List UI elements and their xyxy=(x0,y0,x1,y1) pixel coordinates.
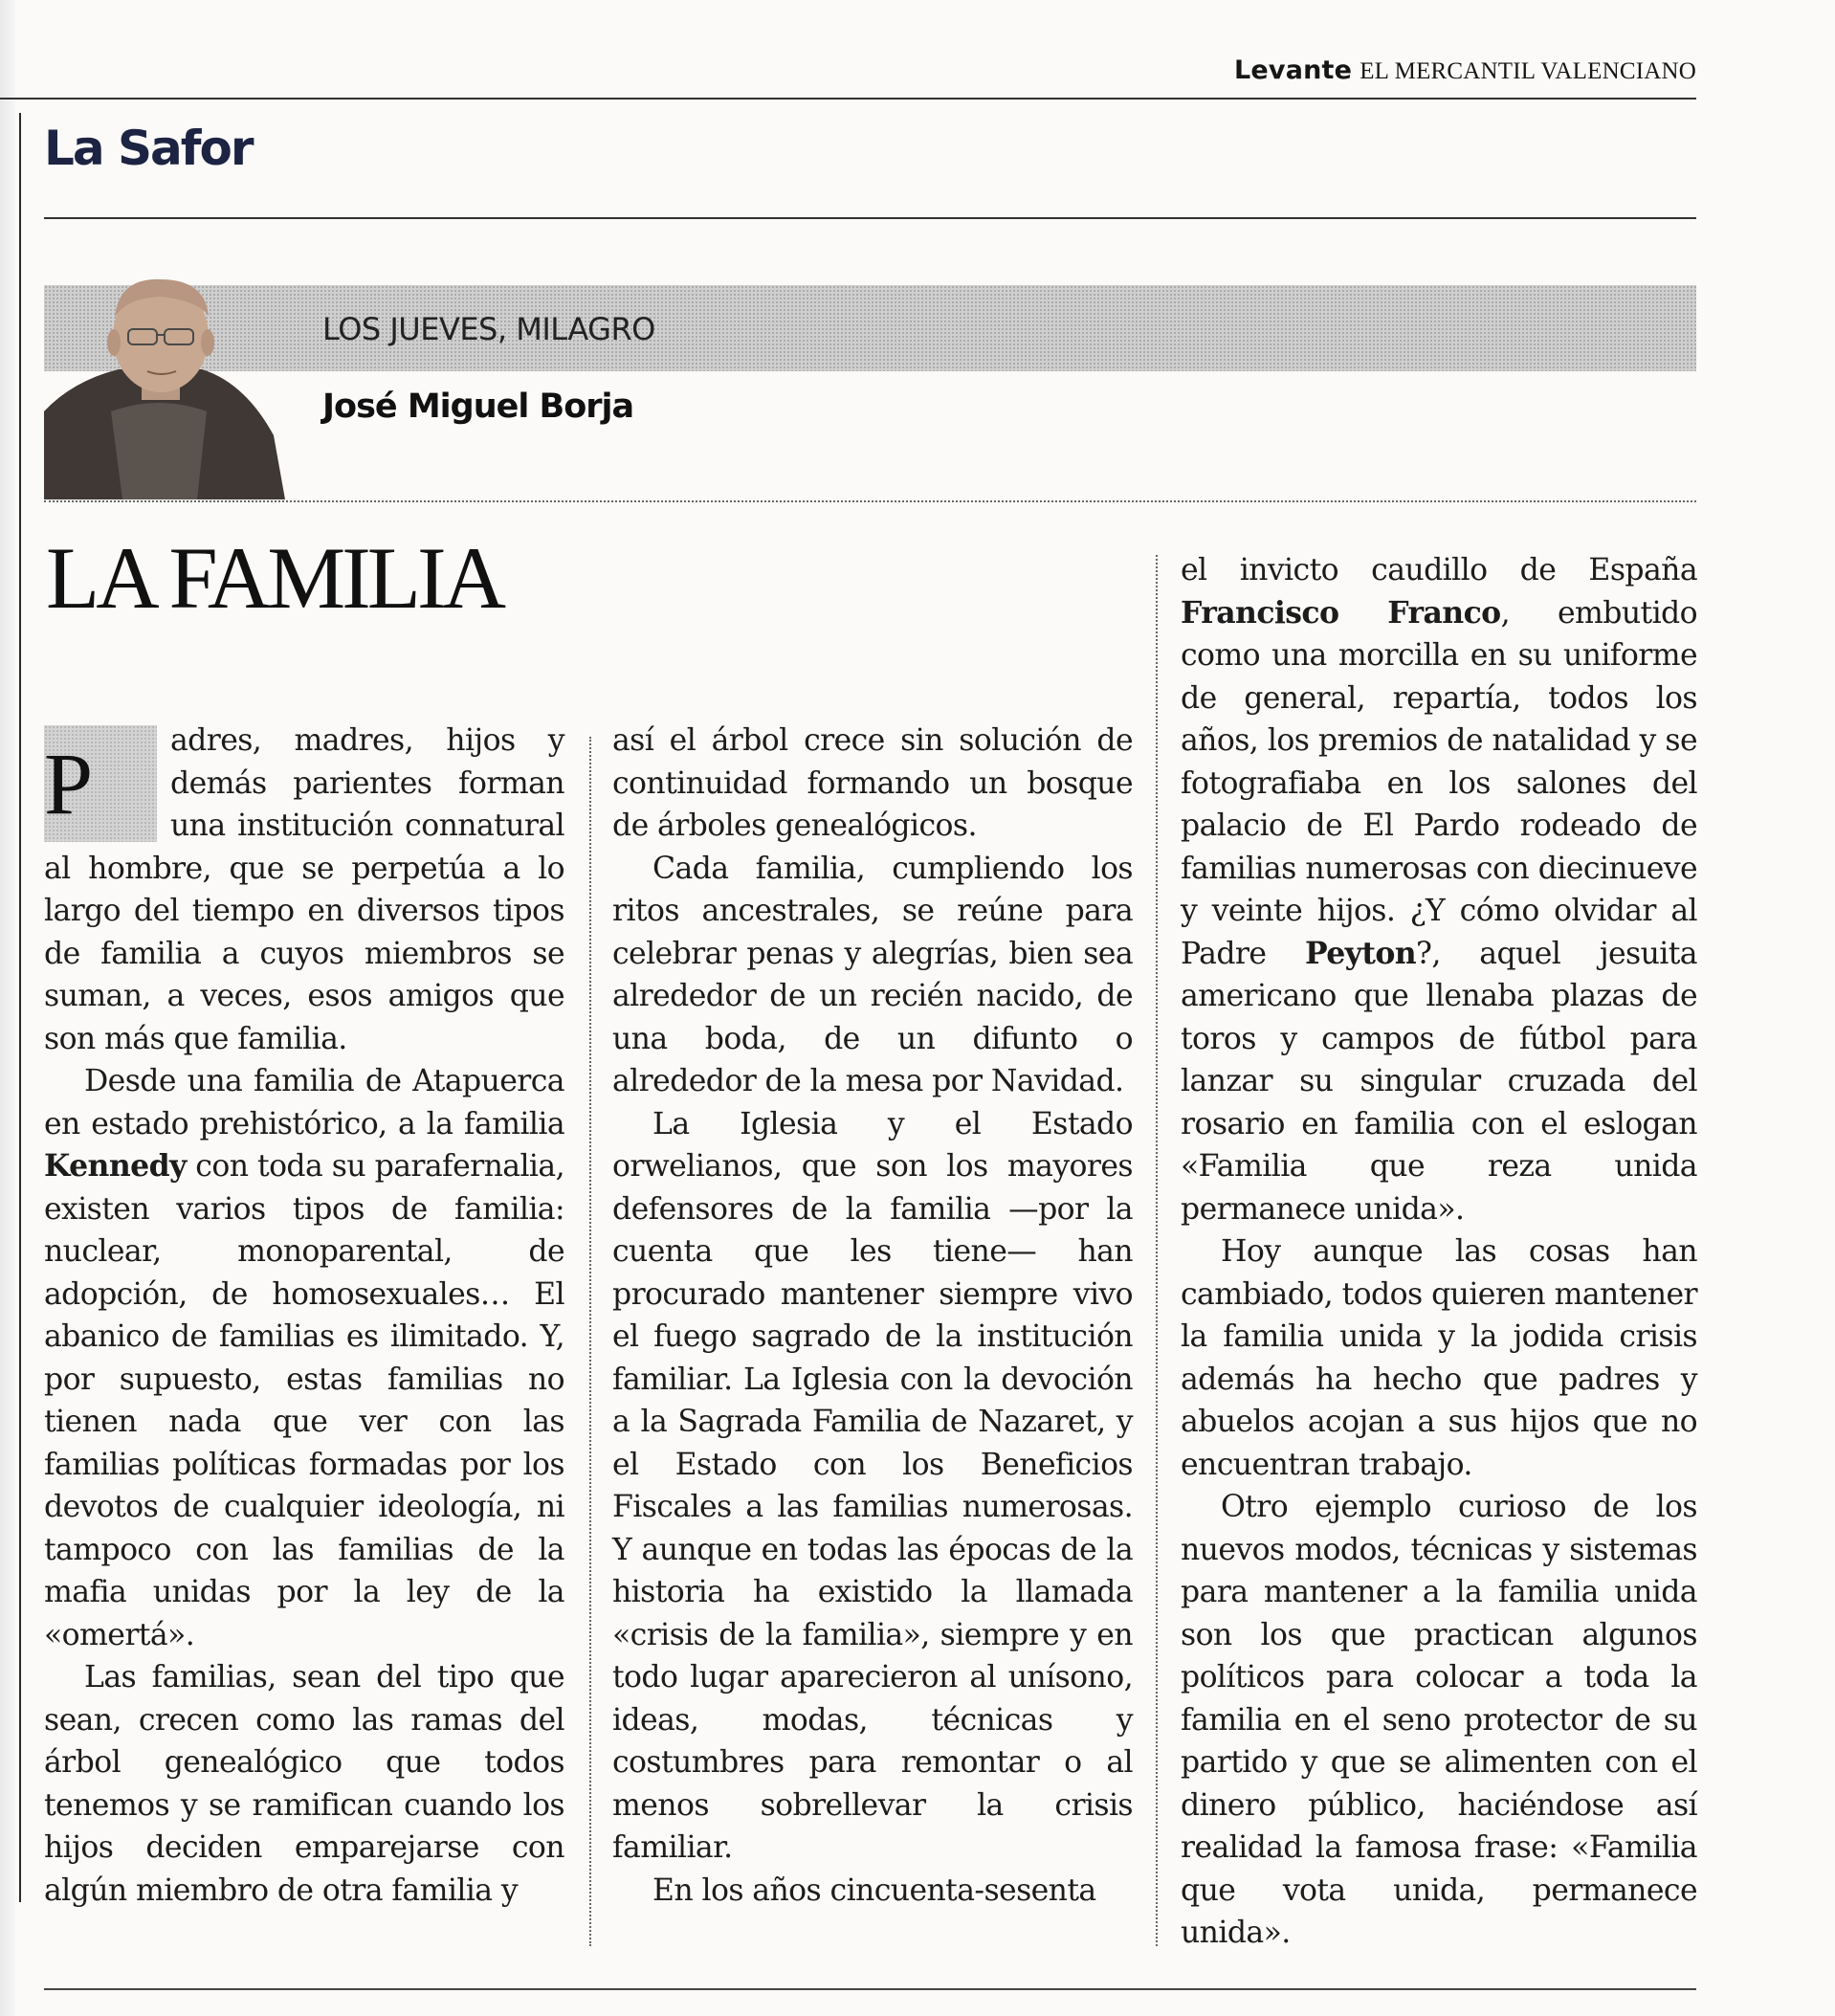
paragraph: En los años cincuenta-sesenta xyxy=(652,1872,1096,1908)
masthead-brand: Levante xyxy=(1234,55,1353,85)
paragraph xyxy=(44,720,564,1060)
masthead xyxy=(1234,55,1696,85)
header-dotted-rule xyxy=(44,500,1696,502)
paragraph xyxy=(44,1060,564,1656)
paragraph: Cada familia, cumpliendo los ritos ancestrales, se reúne para celebrar penas y alegrías, bien sea alrededor de un recién nacido, de una boda, de un difunto o alrededor de la mesa por Navidad. xyxy=(612,851,1133,1098)
paragraph: La Iglesia y el Estado orwelianos, que son los mayores defensores de la familia —por la cuenta que les tiene— han procurado mantener siempre vivo el fuego sagrado de la institución familiar. La Iglesia con la devoción a la Sagrada Familia de Nazaret, y el Estado con los Beneficios Fiscales a las familias numerosas. Y aunque en todas las épocas de la historia ha existido la llamada «crisis de la familia», siempre y en todo lugar aparecieron al unísono, ideas, modas, técnicas y costumbres para remontar o al menos sobrellevar la crisis familiar. xyxy=(612,1106,1133,1865)
paragraph: Las familias, sean del tipo que sean, crecen como las ramas del árbol genealógico que todos tenemos y se ramifican cuando los hijos deciden emparejarse con algún miembro de otra familia y xyxy=(44,1660,564,1908)
article-column-3 xyxy=(1181,549,1697,1955)
author-portrait xyxy=(44,268,285,499)
paragraph-text: adres, madres, hijos y demás parientes forman una institución connatural al hombre, que se perpetúa a lo largo del tiempo en diversos tipos de familia a cuyos miembros se suman, a veces, esos amigos que son más que familia. xyxy=(44,723,564,1056)
emphasis-name: Francisco Franco xyxy=(1181,594,1501,631)
article-headline: LA FAMILIA xyxy=(46,529,503,627)
paragraph-text: ?, aquel jesuita americano que llenaba plazas de toros y campos de fútbol para lanzar su singular cruzada del rosario en familia con el eslogan «Familia que reza unida permanece unida». xyxy=(1181,936,1697,1227)
article-column-2 xyxy=(612,720,1133,1912)
left-column-rule xyxy=(19,113,21,1902)
paragraph: así el árbol crece sin solución de continuidad formando un bosque de árboles genealógicos. xyxy=(612,723,1133,843)
paragraph-text: Desde una familia de Atapuerca en estado prehistórico, a la familia xyxy=(44,1064,564,1141)
paragraph xyxy=(1181,549,1697,1230)
article-column-1 xyxy=(44,720,564,1912)
masthead-paper-name: EL MERCANTIL VALENCIANO xyxy=(1360,58,1696,84)
emphasis-name: Peyton xyxy=(1304,935,1417,971)
footer-rule xyxy=(44,1988,1696,1990)
section-title: La Safor xyxy=(44,121,253,176)
paragraph-text: , embutido como una morcilla en su uniforme de general, repartía, todos los años, los premios de natalidad y se fotografiaba en los salones del palacio de El Pardo rodeado de familias numerosas con diecinueve y veinte hijos. ¿Y cómo olvidar al Padre xyxy=(1181,595,1697,971)
page-scan-edge xyxy=(0,0,15,2016)
paragraph-text: el invicto caudillo de España xyxy=(1181,553,1697,587)
column-name: LOS JUEVES, MILAGRO xyxy=(322,311,655,347)
column-divider-1 xyxy=(589,737,591,1946)
paragraph: Hoy aunque las cosas han cambiado, todos quieren mantener la familia unida y la jodida crisis además ha hecho que padres y abuelos acojan a sus hijos que no encuentran trabajo. xyxy=(1181,1234,1697,1482)
header-rule xyxy=(0,98,1696,100)
paragraph-text: con toda su parafernalia, existen varios tipos de familia: nuclear, monoparental, de adopción, de homosexuales… El abanico de familias es ilimitado. Y, por supuesto, estas familias no tienen nada que ver con las familias políticas formadas por los devotos de cualquier ideología, ni tampoco con las familias de la mafia unidas por la ley de la «omertá». xyxy=(44,1149,564,1652)
author-name: José Miguel Borja xyxy=(322,388,634,426)
paragraph: Otro ejemplo curioso de los nuevos modos, técnicas y sistemas para mantener a la familia unida son los que practican algunos políticos para colocar a toda la familia en el seno protector de su partido y que se alimenten con el dinero público, haciéndose así realidad la famosa frase: «Familia que vota unida, permanece unida». xyxy=(1181,1490,1697,1950)
column-header-band xyxy=(44,285,1696,371)
section-rule xyxy=(44,217,1696,219)
emphasis-name: Kennedy xyxy=(44,1148,187,1184)
drop-cap: P xyxy=(44,725,157,842)
column-divider-2 xyxy=(1156,555,1158,1946)
